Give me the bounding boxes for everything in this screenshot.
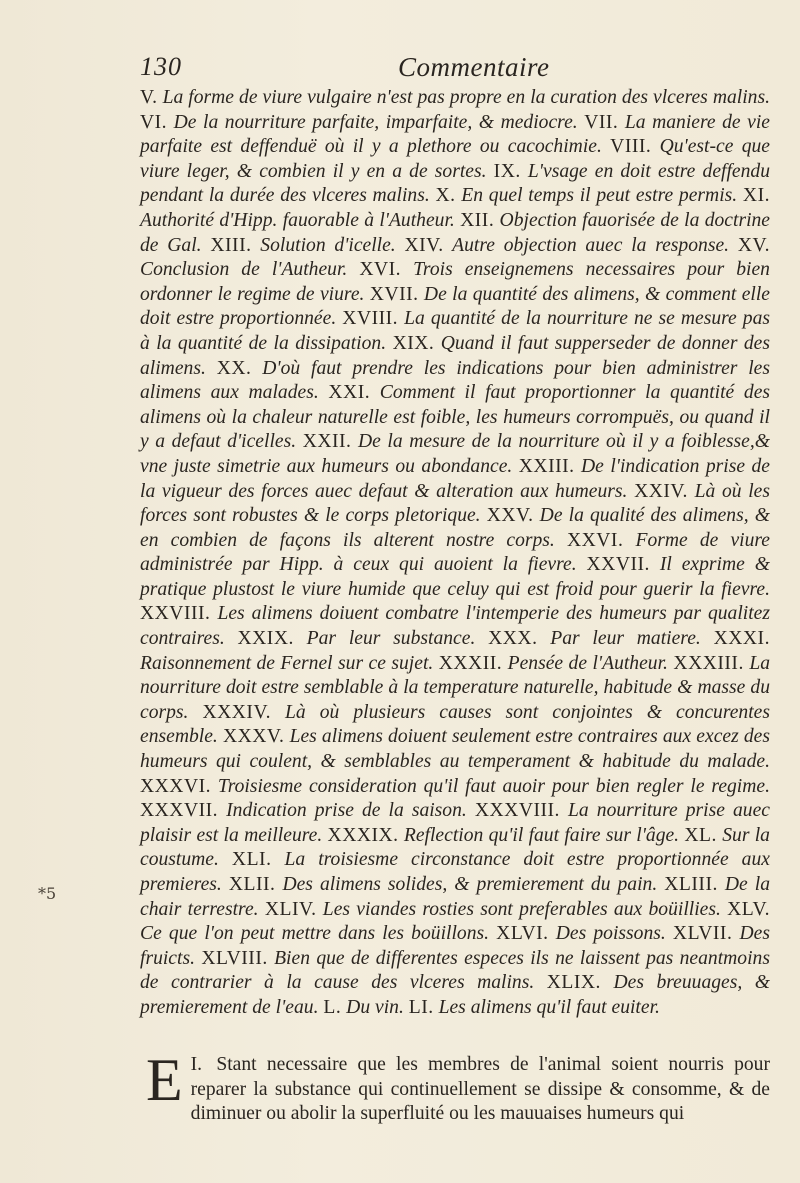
summary-entry-number: XV. xyxy=(737,234,771,256)
summary-entry-number: XXI. xyxy=(328,382,371,404)
summary-entry xyxy=(439,653,668,674)
summary-entry xyxy=(229,874,657,895)
summary-entry-number: XVI. xyxy=(359,259,402,281)
summary-entry xyxy=(140,87,770,108)
summary-entry-number: XLVI. xyxy=(496,923,549,945)
summary-entry-number: XXVI. xyxy=(566,529,624,551)
summary-entry-text: Quand il faut supperseder de donner des alimens. xyxy=(140,332,771,379)
margin-mark: *5 xyxy=(38,884,57,903)
summary-entry-number: VII. xyxy=(584,111,619,133)
chapter-summary xyxy=(140,86,770,1021)
summary-entry-text: Reflection qu'il faut faire sur l'âge. xyxy=(403,824,680,846)
summary-entry-text: Authorité d'Hipp. fauorable à l'Autheur. xyxy=(140,209,455,231)
summary-entry-number: XIV. xyxy=(404,234,444,256)
summary-entry-number: LI. xyxy=(408,996,434,1018)
summary-entry-number: XXV. xyxy=(486,505,534,527)
summary-entry-text: Qu'est-ce que viure leger, & combien il y en a de sortes. xyxy=(140,136,770,182)
summary-entry-text: La nourriture prise auec plaisir est la meilleure. xyxy=(140,800,770,846)
summary-entry-text: Il exprime & pratique plustost le viure humide que celuy qui est froid pour guerir la fievre. xyxy=(140,554,770,600)
summary-entry-text: Sur la coustume. xyxy=(140,824,770,871)
summary-entry-text: Les viandes rosties sont preferables aux boüillies. xyxy=(322,898,721,920)
summary-entry-number: XIII. xyxy=(210,234,252,256)
summary-entry-number: XXIII. xyxy=(518,455,575,477)
summary-entry-number: XL. xyxy=(684,824,717,846)
summary-entry-number: XXXIX. xyxy=(327,824,399,846)
summary-entry-number: XXVIII. xyxy=(140,603,211,625)
summary-entry-text: Là où les forces sont robustes & le corps pletorique. xyxy=(140,480,770,527)
summary-entry-number: XLIX. xyxy=(546,972,601,994)
summary-entry-text: En quel temps il peut estre permis. xyxy=(461,185,738,207)
summary-entry-text: La quantité de la nourriture ne se mesure pas à la quantité de la dissipation. xyxy=(140,308,771,354)
summary-entry-text: La nourriture doit estre semblable à la temperature naturelle, habitude & masse du corps. xyxy=(140,652,771,723)
summary-entry-number: XXXII. xyxy=(438,652,503,674)
summary-entry-number: XII. xyxy=(460,209,495,231)
summary-entry-text: De l'indication prise de la vigueur des forces auec defaut & alteration aux humeurs. xyxy=(140,455,770,502)
summary-entry-text: La forme de viure vulgaire n'est pas propre en la curation des vlceres malins. xyxy=(162,87,770,108)
summary-entry xyxy=(328,825,680,846)
summary-entry-text: Les alimens qu'il faut euiter. xyxy=(438,996,660,1018)
summary-entry-number: XLIII. xyxy=(664,874,718,895)
summary-entry xyxy=(140,112,578,133)
summary-entry xyxy=(409,997,660,1018)
summary-entry xyxy=(323,997,403,1018)
summary-entry-text: De la quantité des alimens, & comment elle doit estre proportionnée. xyxy=(140,283,771,330)
section-number: I. xyxy=(190,1054,203,1075)
summary-entry xyxy=(405,235,730,256)
summary-entry-text: Par leur matiere. xyxy=(550,628,701,650)
body-text: Stant necessaire que les membres de l'animal soient nourris pour reparer la substance qui continuellement se dissipe & consomme, & de diminuer ou abolir la superfluité ou les mauuaises humeurs qui xyxy=(190,1054,770,1125)
summary-entry-text: Trois enseignemens necessaires pour bien ordonner le regime de viure. xyxy=(140,259,770,305)
summary-entry xyxy=(238,628,476,649)
summary-entry-text: Des poissons. xyxy=(555,923,666,945)
summary-entry xyxy=(210,235,395,256)
summary-entry-number: XXVII. xyxy=(586,554,650,576)
summary-entry-number: XLI. xyxy=(231,849,272,871)
summary-entry xyxy=(496,923,666,944)
summary-entry-number: XXIV. xyxy=(634,480,688,502)
summary-entry-text: Les alimens doiuent combatre l'intemperie des humeurs par qualitez contraires. xyxy=(140,603,770,650)
summary-entry-number: XLVIII. xyxy=(201,947,268,969)
drop-cap: E xyxy=(146,1047,183,1113)
summary-entry-number: V. xyxy=(140,87,158,108)
summary-entry xyxy=(265,899,721,920)
page-header xyxy=(140,52,770,86)
summary-entry-number: XXX. xyxy=(488,628,538,650)
summary-entry xyxy=(488,628,701,649)
summary-entry-number: XVIII. xyxy=(342,308,399,330)
summary-entry-number: VIII. xyxy=(610,136,652,158)
summary-entry-text: Des breuuages, & premierement de l'eau. xyxy=(140,972,771,1018)
summary-entry-text: Du vin. xyxy=(346,996,404,1018)
summary-entry-number: IX. xyxy=(493,160,521,182)
summary-entry-number: XLV. xyxy=(727,898,770,920)
summary-entry-number: XXII. xyxy=(302,431,352,453)
summary-entry-number: VI. xyxy=(140,111,168,133)
summary-entry-text: La maniere de vie parfaite est deffenduë où il y a plethore ou cacochimie. xyxy=(140,111,770,158)
summary-entry-text: L'vsage en doit estre deffendu pendant la durée des vlceres malins. xyxy=(140,160,770,207)
summary-entry-number: XXXVI. xyxy=(140,775,212,797)
summary-entry-number: XXXIII. xyxy=(673,652,744,674)
summary-entry-number: XLIV. xyxy=(264,898,317,920)
summary-entry-text: Comment il faut proportionner la quantité des alimens où la chaleur naturelle est foible, les humeurs corrompuës, ou quand il y a defaut d'icelles. xyxy=(140,382,771,453)
summary-entry-text: D'où faut prendre les indications pour bien administrer les alimens aux malades. xyxy=(140,357,770,404)
summary-entry-text: De la qualité des alimens, & en combien de façons ils alterent nostre corps. xyxy=(140,505,770,551)
summary-entry-text: Là où plusieurs causes sont conjointes & concurentes ensemble. xyxy=(140,701,770,748)
summary-entry-text: Les alimens doiuent seulement estre contraires aux excez des humeurs qui coulent, & semblables au temperament & habitude du malade. xyxy=(140,726,770,773)
summary-entry-number: XXXV. xyxy=(222,726,285,748)
summary-entry-number: XLVII. xyxy=(672,923,733,945)
summary-entry-number: XXXI. xyxy=(713,628,770,650)
summary-entry-text: De la mesure de la nourriture où il y a foiblesse,& vne juste simetrie aux humeurs ou abondance. xyxy=(140,431,770,477)
body-paragraph xyxy=(140,1047,770,1127)
summary-entry-text: Forme de viure administrée par Hipp. à ceux qui auoient la fievre. xyxy=(140,529,770,576)
summary-entry-text: De la nourriture parfaite, imparfaite, & mediocre. xyxy=(173,111,578,133)
summary-entry-number: XVII. xyxy=(369,283,419,305)
summary-entry-text: Des fruicts. xyxy=(140,923,770,969)
summary-entry-text: Par leur substance. xyxy=(306,628,476,650)
summary-entry-number: XIX. xyxy=(392,332,435,354)
summary-entry-number: X. xyxy=(435,185,456,207)
summary-entry-number: XXXIV. xyxy=(202,701,271,723)
summary-entry-text: Conclusion de l'Autheur. xyxy=(140,259,348,281)
summary-entry-number: XX. xyxy=(216,357,252,379)
page-number: 130 xyxy=(140,52,182,81)
summary-entry-number: XXIX. xyxy=(237,628,294,650)
summary-entry-text: Solution d'icelle. xyxy=(260,234,396,256)
summary-entry-number: XXXVIII. xyxy=(474,800,560,822)
summary-entry-number: XLII. xyxy=(228,874,276,895)
summary-entry-text: Ce que l'on peut mettre dans les boüillons. xyxy=(140,923,490,945)
summary-entry-text: Pensée de l'Autheur. xyxy=(507,652,668,674)
summary-entry xyxy=(140,776,770,797)
summary-entry xyxy=(435,185,737,206)
summary-entry-text: Troisiesme consideration qu'il faut auoir pour bien regler le regime. xyxy=(217,775,770,797)
summary-entry-text: Indication prise de la saison. xyxy=(226,800,467,822)
summary-entry-number: L. xyxy=(323,996,342,1018)
running-head: Commentaire xyxy=(398,52,550,82)
summary-entry-text: Bien que de differentes especes ils ne laissent pas neantmoins de contrarier à la cause des vlceres malins. xyxy=(140,947,770,994)
summary-entry-text: La troisiesme circonstance doit estre proportionnée aux premieres. xyxy=(140,849,770,895)
summary-entry-text: Raisonnement de Fernel sur ce sujet. xyxy=(140,652,434,674)
summary-entry-text: De la chair terrestre. xyxy=(140,874,771,920)
summary-entry xyxy=(140,800,467,821)
summary-entry-number: XI. xyxy=(742,185,770,207)
summary-entry-number: XXXVII. xyxy=(140,800,219,822)
summary-entry-text: Des alimens solides, & premierement du pain. xyxy=(282,874,658,895)
summary-entry-text: Autre objection auec la response. xyxy=(452,234,730,256)
summary-entry-text: Objection fauorisée de la doctrine de Gal. xyxy=(140,209,771,256)
summary-entry xyxy=(140,726,770,772)
